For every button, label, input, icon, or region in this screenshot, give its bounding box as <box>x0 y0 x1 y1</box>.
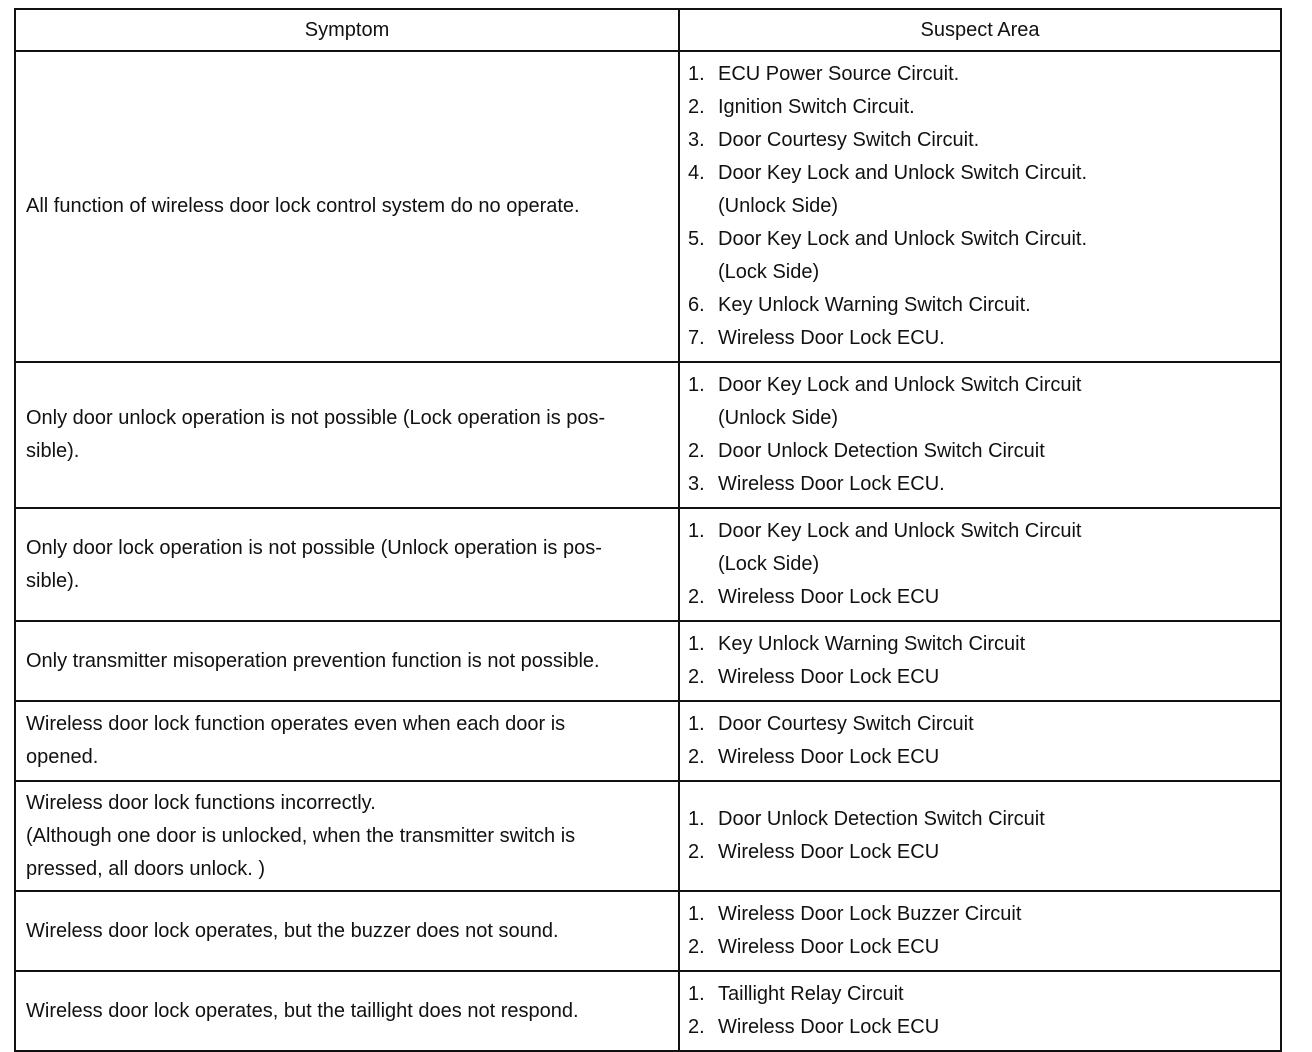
suspect-item-number: 3. <box>688 129 705 151</box>
suspect-item-line: (Lock Side) <box>718 553 820 575</box>
suspect-item-number: 1. <box>688 63 705 85</box>
suspect-item <box>688 124 1272 157</box>
symptom-text: Only door lock operation is not possible (Unlock operation is pos- <box>26 536 602 559</box>
symptom-text: pressed, all doors unlock. ) <box>26 857 266 880</box>
suspect-item <box>688 708 1272 741</box>
symptom-text: opened. <box>26 746 99 768</box>
suspect-item-number: 2. <box>688 936 705 958</box>
symptom-text: Wireless door lock operates, but the buzzer does not sound. <box>26 919 559 942</box>
suspect-item-number: 7. <box>688 327 705 349</box>
suspect-item-number: 2. <box>688 746 705 768</box>
suspect-item-line: Door Key Lock and Unlock Switch Circuit. <box>718 228 1088 250</box>
table-body <box>15 51 1281 1051</box>
suspect-item-line: Wireless Door Lock ECU <box>718 666 940 688</box>
suspect-item-text <box>718 708 1272 741</box>
symptom-text: Wireless door lock functions incorrectly. <box>26 791 376 814</box>
suspect-item-line: Wireless Door Lock ECU <box>718 841 940 863</box>
suspect-area-cell <box>679 508 1281 621</box>
suspect-item-text <box>718 1011 1272 1044</box>
suspect-item <box>688 515 1272 581</box>
suspect-item-line: Door Unlock Detection Switch Circuit <box>718 440 1045 462</box>
suspect-item <box>688 931 1272 964</box>
suspect-item-line: (Unlock Side) <box>718 407 839 429</box>
suspect-item-text <box>718 836 1272 869</box>
suspect-item <box>688 836 1272 869</box>
symptom-text: Only door unlock operation is not possible (Lock operation is pos- <box>26 407 606 429</box>
suspect-item-line: Wireless Door Lock ECU <box>718 586 940 608</box>
suspect-area-cell <box>679 621 1281 701</box>
suspect-item-line: Door Courtesy Switch Circuit. <box>718 129 980 151</box>
suspect-item-line: Wireless Door Lock ECU. <box>718 473 945 495</box>
suspect-item-text <box>718 322 1272 355</box>
suspect-item <box>688 898 1272 931</box>
suspect-item-text <box>718 898 1272 931</box>
symptom-cell <box>15 51 679 362</box>
symptom-text: Wireless door lock operates, but the taillight does not respond. <box>26 999 579 1022</box>
suspect-area-cell <box>679 971 1281 1051</box>
suspect-item-line: Wireless Door Lock Buzzer Circuit <box>718 903 1022 925</box>
table-row <box>15 621 1281 701</box>
suspect-item-line: Wireless Door Lock ECU <box>718 936 940 958</box>
suspect-item <box>688 628 1272 661</box>
suspect-area-cell <box>679 51 1281 362</box>
suspect-item-text <box>718 741 1272 774</box>
suspect-area-cell <box>679 781 1281 891</box>
suspect-item-text <box>718 223 1272 289</box>
suspect-item-text <box>718 931 1272 964</box>
suspect-item-number: 1. <box>688 633 705 655</box>
suspect-item <box>688 322 1272 355</box>
suspect-item-number: 4. <box>688 162 705 184</box>
suspect-item <box>688 803 1272 836</box>
header-symptom: Symptom <box>15 9 679 51</box>
suspect-item-number: 1. <box>688 520 705 542</box>
suspect-item-text <box>718 289 1272 322</box>
suspect-area-cell <box>679 362 1281 508</box>
symptom-text: sible). <box>26 440 80 462</box>
suspect-item-line: Wireless Door Lock ECU <box>718 746 940 768</box>
suspect-item-number: 2. <box>688 96 705 118</box>
suspect-item-line: Door Unlock Detection Switch Circuit <box>718 808 1045 830</box>
table-row <box>15 971 1281 1051</box>
suspect-item <box>688 289 1272 322</box>
suspect-item-text <box>718 661 1272 694</box>
suspect-item-text <box>718 91 1272 124</box>
suspect-item-number: 2. <box>688 1016 705 1038</box>
suspect-item-line: Taillight Relay Circuit <box>718 983 904 1005</box>
suspect-item-line: Key Unlock Warning Switch Circuit <box>718 633 1026 655</box>
table-row <box>15 362 1281 508</box>
suspect-item <box>688 58 1272 91</box>
symptom-cell <box>15 508 679 621</box>
table-row <box>15 781 1281 891</box>
suspect-item-line: (Unlock Side) <box>718 195 839 217</box>
suspect-item-text <box>718 58 1272 91</box>
suspect-item-number: 2. <box>688 586 705 608</box>
suspect-item-number: 1. <box>688 374 705 396</box>
troubleshooting-table <box>14 8 1282 1052</box>
suspect-item-text <box>718 435 1272 468</box>
symptom-cell <box>15 621 679 701</box>
suspect-item-text <box>718 803 1272 836</box>
suspect-item-text <box>718 157 1272 223</box>
symptom-cell <box>15 362 679 508</box>
suspect-item-number: 3. <box>688 473 705 495</box>
suspect-item-number: 6. <box>688 294 705 316</box>
suspect-area-cell <box>679 891 1281 971</box>
symptom-text: Only transmitter misoperation prevention function is not possible. <box>26 649 600 672</box>
table-row <box>15 51 1281 362</box>
suspect-item <box>688 157 1272 223</box>
suspect-item-line: Door Key Lock and Unlock Switch Circuit <box>718 520 1082 542</box>
suspect-item-line: Wireless Door Lock ECU <box>718 1016 940 1038</box>
symptom-cell <box>15 781 679 891</box>
suspect-item-line: Key Unlock Warning Switch Circuit. <box>718 294 1031 316</box>
suspect-item-line: Door Courtesy Switch Circuit <box>718 713 974 735</box>
suspect-item <box>688 741 1272 774</box>
symptom-text: All function of wireless door lock control system do no operate. <box>26 195 580 217</box>
suspect-item-text <box>718 124 1272 157</box>
suspect-item-line: Ignition Switch Circuit. <box>718 96 915 118</box>
suspect-item-text <box>718 515 1272 581</box>
suspect-item-text <box>718 369 1272 435</box>
suspect-item-text <box>718 581 1272 614</box>
suspect-item <box>688 223 1272 289</box>
suspect-item-line: ECU Power Source Circuit. <box>718 63 960 85</box>
suspect-item <box>688 661 1272 694</box>
suspect-area-cell <box>679 701 1281 781</box>
suspect-item-number: 1. <box>688 808 705 830</box>
suspect-item-text <box>718 978 1272 1011</box>
suspect-item <box>688 369 1272 435</box>
suspect-item <box>688 581 1272 614</box>
suspect-item-number: 1. <box>688 903 705 925</box>
suspect-item-line: Door Key Lock and Unlock Switch Circuit. <box>718 162 1088 184</box>
suspect-item-text <box>718 628 1272 661</box>
suspect-item <box>688 1011 1272 1044</box>
suspect-item-number: 2. <box>688 666 705 688</box>
suspect-item-line: (Lock Side) <box>718 261 820 283</box>
suspect-item-line: Wireless Door Lock ECU. <box>718 327 945 349</box>
header-row <box>15 9 1281 51</box>
suspect-item <box>688 978 1272 1011</box>
symptom-cell <box>15 971 679 1051</box>
suspect-item <box>688 435 1272 468</box>
symptom-cell <box>15 891 679 971</box>
suspect-item-number: 1. <box>688 713 705 735</box>
suspect-item-number: 1. <box>688 983 705 1005</box>
suspect-item-number: 2. <box>688 841 705 863</box>
header-suspect-area: Suspect Area <box>679 9 1281 51</box>
suspect-item <box>688 91 1272 124</box>
symptom-text: sible). <box>26 569 80 592</box>
table-row <box>15 891 1281 971</box>
symptom-cell <box>15 701 679 781</box>
table-row <box>15 701 1281 781</box>
suspect-item-text <box>718 468 1272 501</box>
symptom-text: (Although one door is unlocked, when the transmitter switch is <box>26 824 576 847</box>
symptom-text: Wireless door lock function operates even when each door is <box>26 713 566 735</box>
table-row <box>15 508 1281 621</box>
suspect-item <box>688 468 1272 501</box>
suspect-item-line: Door Key Lock and Unlock Switch Circuit <box>718 374 1082 396</box>
suspect-item-number: 5. <box>688 228 705 250</box>
suspect-item-number: 2. <box>688 440 705 462</box>
